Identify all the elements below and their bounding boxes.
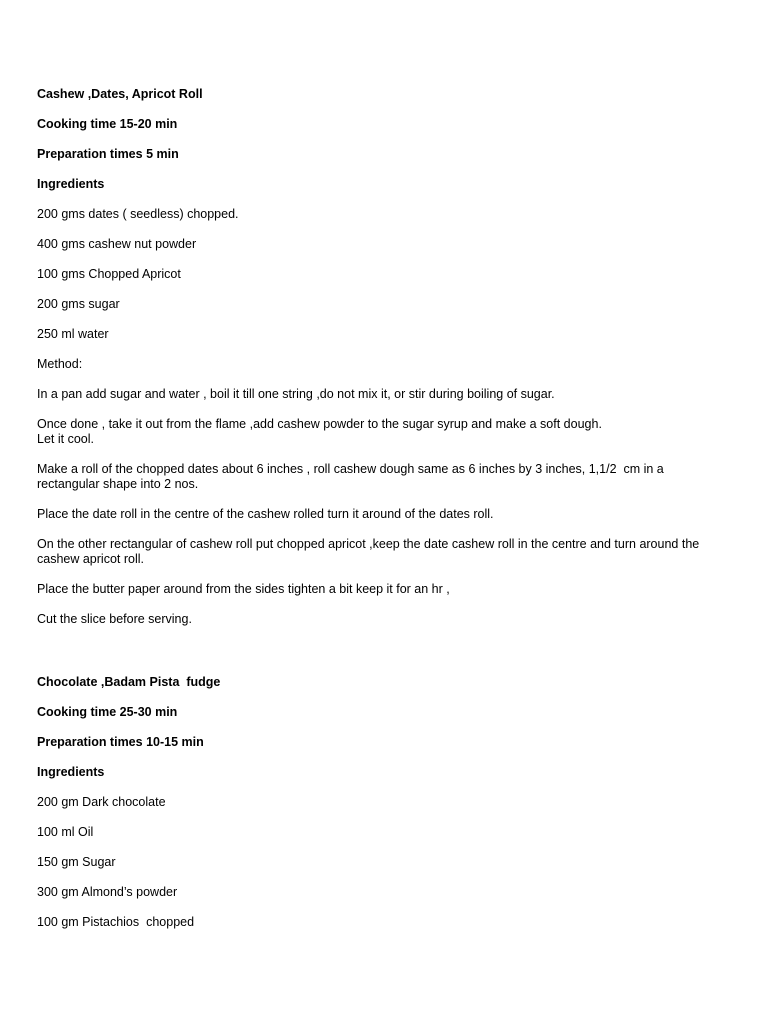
method-step: Cut the slice before serving. <box>37 612 192 626</box>
recipe-title: Cashew ,Dates, Apricot Roll <box>37 87 203 101</box>
ingredient-item: 100 gms Chopped Apricot <box>37 267 181 281</box>
method-step: Make a roll of the chopped dates about 6 inches , roll cashew dough same as 6 inches by 3 inches, 1,1/2 cm in a rectangular shape into 2 nos. <box>37 462 668 491</box>
preparation-time: Preparation times 10-15 min <box>37 735 204 749</box>
ingredient-item: 100 gm Pistachios chopped <box>37 915 195 929</box>
cooking-time: Cooking time 15-20 min <box>37 117 178 131</box>
method-heading: Method: <box>37 357 83 371</box>
ingredient-item: 150 gm Sugar <box>37 855 116 869</box>
ingredient-item: 400 gms cashew nut powder <box>37 237 197 251</box>
method-step: Once done , take it out from the flame ,add cashew powder to the sugar syrup and make a soft dough. Let it cool. <box>37 417 602 446</box>
preparation-time: Preparation times 5 min <box>37 147 179 161</box>
ingredients-heading: Ingredients <box>37 177 105 191</box>
method-step: Place the butter paper around from the sides tighten a bit keep it for an hr , <box>37 582 450 596</box>
ingredients-heading: Ingredients <box>37 765 105 779</box>
section-spacer <box>37 642 727 675</box>
cooking-time: Cooking time 25-30 min <box>37 705 178 719</box>
ingredient-item: 200 gm Dark chocolate <box>37 795 166 809</box>
document-page <box>37 87 727 945</box>
method-step: In a pan add sugar and water , boil it till one string ,do not mix it, or stir during boiling of sugar. <box>37 387 555 401</box>
recipe-cashew-dates-apricot-roll <box>37 87 727 627</box>
method-step: On the other rectangular of cashew roll put chopped apricot ,keep the date cashew roll in the centre and turn around the cashew apricot roll. <box>37 537 703 566</box>
ingredient-item: 300 gm Almond’s powder <box>37 885 178 899</box>
method-step: Place the date roll in the centre of the cashew rolled turn it around of the dates roll. <box>37 507 494 521</box>
ingredient-item: 100 ml Oil <box>37 825 94 839</box>
recipe-chocolate-badam-pista-fudge <box>37 675 727 930</box>
ingredient-item: 200 gms sugar <box>37 297 120 311</box>
ingredient-item: 250 ml water <box>37 327 109 341</box>
ingredient-item: 200 gms dates ( seedless) chopped. <box>37 207 239 221</box>
recipe-title: Chocolate ,Badam Pista fudge <box>37 675 221 689</box>
